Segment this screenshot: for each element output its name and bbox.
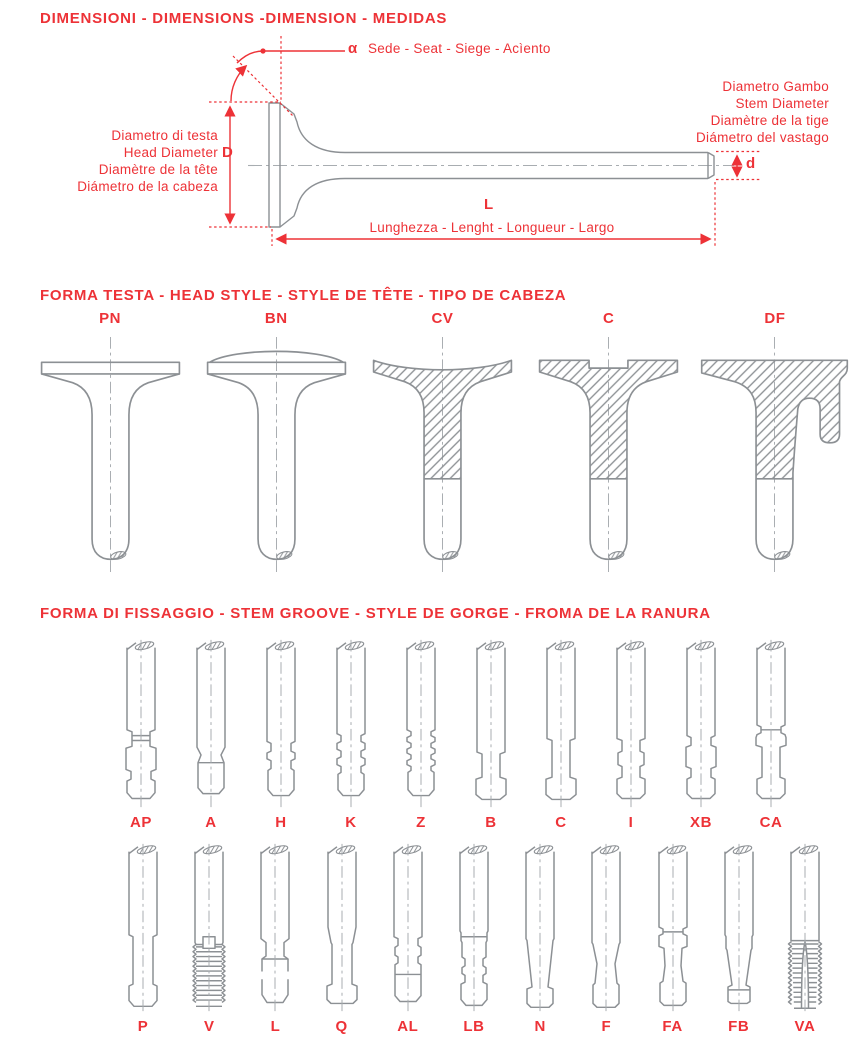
head-style-code-label: CV: [431, 310, 454, 327]
head-style-column: [27, 310, 193, 576]
stem-groove-code-label: K: [345, 814, 357, 831]
head-style-code-label: BN: [264, 310, 288, 327]
stem-groove-code-label: I: [628, 814, 634, 831]
stem-groove-column: [706, 842, 772, 1038]
stem-groove-column: [666, 638, 736, 834]
stem-groove-drawing-F: [574, 842, 638, 1016]
head-style-column: [359, 310, 525, 576]
stem-groove-drawing-A: [179, 638, 243, 812]
stem-groove-drawing-AL: [376, 842, 440, 1016]
stem-groove-column: [246, 638, 316, 834]
stem-groove-column: [456, 638, 526, 834]
stem-groove-column: [386, 638, 456, 834]
stem-groove-column: [640, 842, 706, 1038]
stem-groove-code-label: Z: [416, 814, 426, 831]
stem-diameter-line: Diamètre de la tige: [710, 113, 829, 128]
stem-groove-drawing-XB: [669, 638, 733, 812]
stem-groove-code-label: AP: [129, 814, 153, 831]
stem-groove-code-label: L: [270, 1018, 281, 1035]
head-style-column: [193, 310, 359, 576]
stem-groove-code-label: B: [485, 814, 497, 831]
stem-groove-code-label: CA: [759, 814, 783, 831]
stem-groove-code-label: LB: [463, 1018, 485, 1035]
stem-diameter-label-block: [628, 78, 829, 146]
stem-groove-column: [375, 842, 441, 1038]
stem-groove-column: [316, 638, 386, 834]
head-style-code-label: C: [602, 310, 615, 327]
alpha-dim-label: α: [348, 40, 358, 57]
stem-groove-code-label: N: [534, 1018, 546, 1035]
stem-groove-code-label: XB: [689, 814, 713, 831]
stem-groove-column: [596, 638, 666, 834]
stem-groove-drawing-Q: [310, 842, 374, 1016]
stem-groove-drawing-AP: [109, 638, 173, 812]
stem-groove-code-label: AL: [397, 1018, 419, 1035]
stem-groove-drawing-LB: [442, 842, 506, 1016]
stem-groove-code-label: VA: [794, 1018, 816, 1035]
stem-groove-column: [736, 638, 806, 834]
stem-groove-column: [573, 842, 639, 1038]
head-diameter-letter: D: [222, 144, 233, 161]
stem-groove-column: [176, 638, 246, 834]
stem-groove-drawing-Z: [389, 638, 453, 812]
stem-diameter-letter: d: [746, 155, 756, 172]
head-style-code-label: PN: [99, 310, 122, 327]
head-style-drawing-C: [526, 333, 691, 576]
head-diameter-line: Diámetro de la cabeza: [77, 179, 218, 194]
stem-groove-code-label: C: [555, 814, 567, 831]
head-style-code-label: DF: [764, 310, 786, 327]
seat-angle-line: [233, 56, 294, 117]
head-diameter-line: Diametro di testa: [111, 128, 218, 143]
head-diameter-line: Head Diameter: [123, 145, 218, 160]
stem-groove-column: [110, 842, 176, 1038]
stem-groove-row-2: [110, 842, 838, 1038]
head-diameter-line: Diamètre de la tête: [98, 162, 218, 177]
head-diameter-leaders: [209, 102, 281, 227]
stem-groove-drawing-H: [249, 638, 313, 812]
length-letter: L: [484, 196, 494, 213]
stem-groove-column: [176, 842, 242, 1038]
stem-groove-column: [526, 638, 596, 834]
stem-groove-column: [242, 842, 308, 1038]
stem-groove-drawing-CA: [739, 638, 803, 812]
head-style-column: [692, 310, 858, 576]
stem-diameter-line: Stem Diameter: [735, 96, 829, 111]
head-diameter-label-block: [18, 127, 218, 195]
stem-groove-drawing-FA: [641, 842, 705, 1016]
stem-groove-code-label: A: [205, 814, 217, 831]
stem-groove-column: [507, 842, 573, 1038]
head-style-row: [27, 310, 858, 576]
head-style-drawing-DF: [692, 333, 857, 576]
dimensions-section-title: DIMENSIONI - DIMENSIONS -DIMENSION - MEDIDAS: [40, 10, 448, 27]
length-leaders: [272, 182, 715, 246]
stem-groove-section-title: FORMA DI FISSAGGIO - STEM GROOVE - STYLE DE GORGE - FROMA DE LA RANURA: [40, 605, 711, 622]
stem-diameter-line: Diámetro del vastago: [696, 130, 829, 145]
stem-groove-drawing-VA: [773, 842, 837, 1016]
head-style-drawing-CV: [360, 333, 525, 576]
head-style-drawing-PN: [28, 333, 193, 576]
stem-groove-drawing-C: [529, 638, 593, 812]
stem-groove-code-label: V: [203, 1018, 215, 1035]
stem-diameter-line: Diametro Gambo: [722, 79, 829, 94]
stem-groove-drawing-K: [319, 638, 383, 812]
stem-groove-code-label: FB: [728, 1018, 750, 1035]
stem-groove-column: [441, 842, 507, 1038]
stem-groove-drawing-L: [243, 842, 307, 1016]
stem-groove-drawing-FB: [707, 842, 771, 1016]
stem-groove-code-label: H: [275, 814, 287, 831]
stem-groove-column: [772, 842, 838, 1038]
head-style-column: [526, 310, 692, 576]
stem-groove-code-label: FA: [662, 1018, 683, 1035]
head-style-drawing-BN: [194, 333, 359, 576]
seat-angle-arc: [231, 66, 246, 101]
head-style-section-title: FORMA TESTA - HEAD STYLE - STYLE DE TÊTE - TIPO DE CABEZA: [40, 287, 567, 304]
stem-groove-drawing-B: [459, 638, 523, 812]
stem-groove-drawing-V: [177, 842, 241, 1016]
stem-groove-code-label: P: [137, 1018, 149, 1035]
stem-groove-drawing-P: [111, 842, 175, 1016]
stem-groove-row-1: [106, 638, 806, 834]
stem-groove-drawing-N: [508, 842, 572, 1016]
stem-groove-drawing-I: [599, 638, 663, 812]
stem-groove-code-label: Q: [335, 1018, 348, 1035]
length-label: Lunghezza - Lenght - Longueur - Largo: [369, 220, 615, 235]
stem-groove-column: [309, 842, 375, 1038]
seat-label: Sede - Seat - Siege - Acìento: [368, 41, 551, 56]
seat-callout-hook: [237, 51, 263, 63]
stem-groove-code-label: F: [601, 1018, 612, 1035]
stem-groove-column: [106, 638, 176, 834]
